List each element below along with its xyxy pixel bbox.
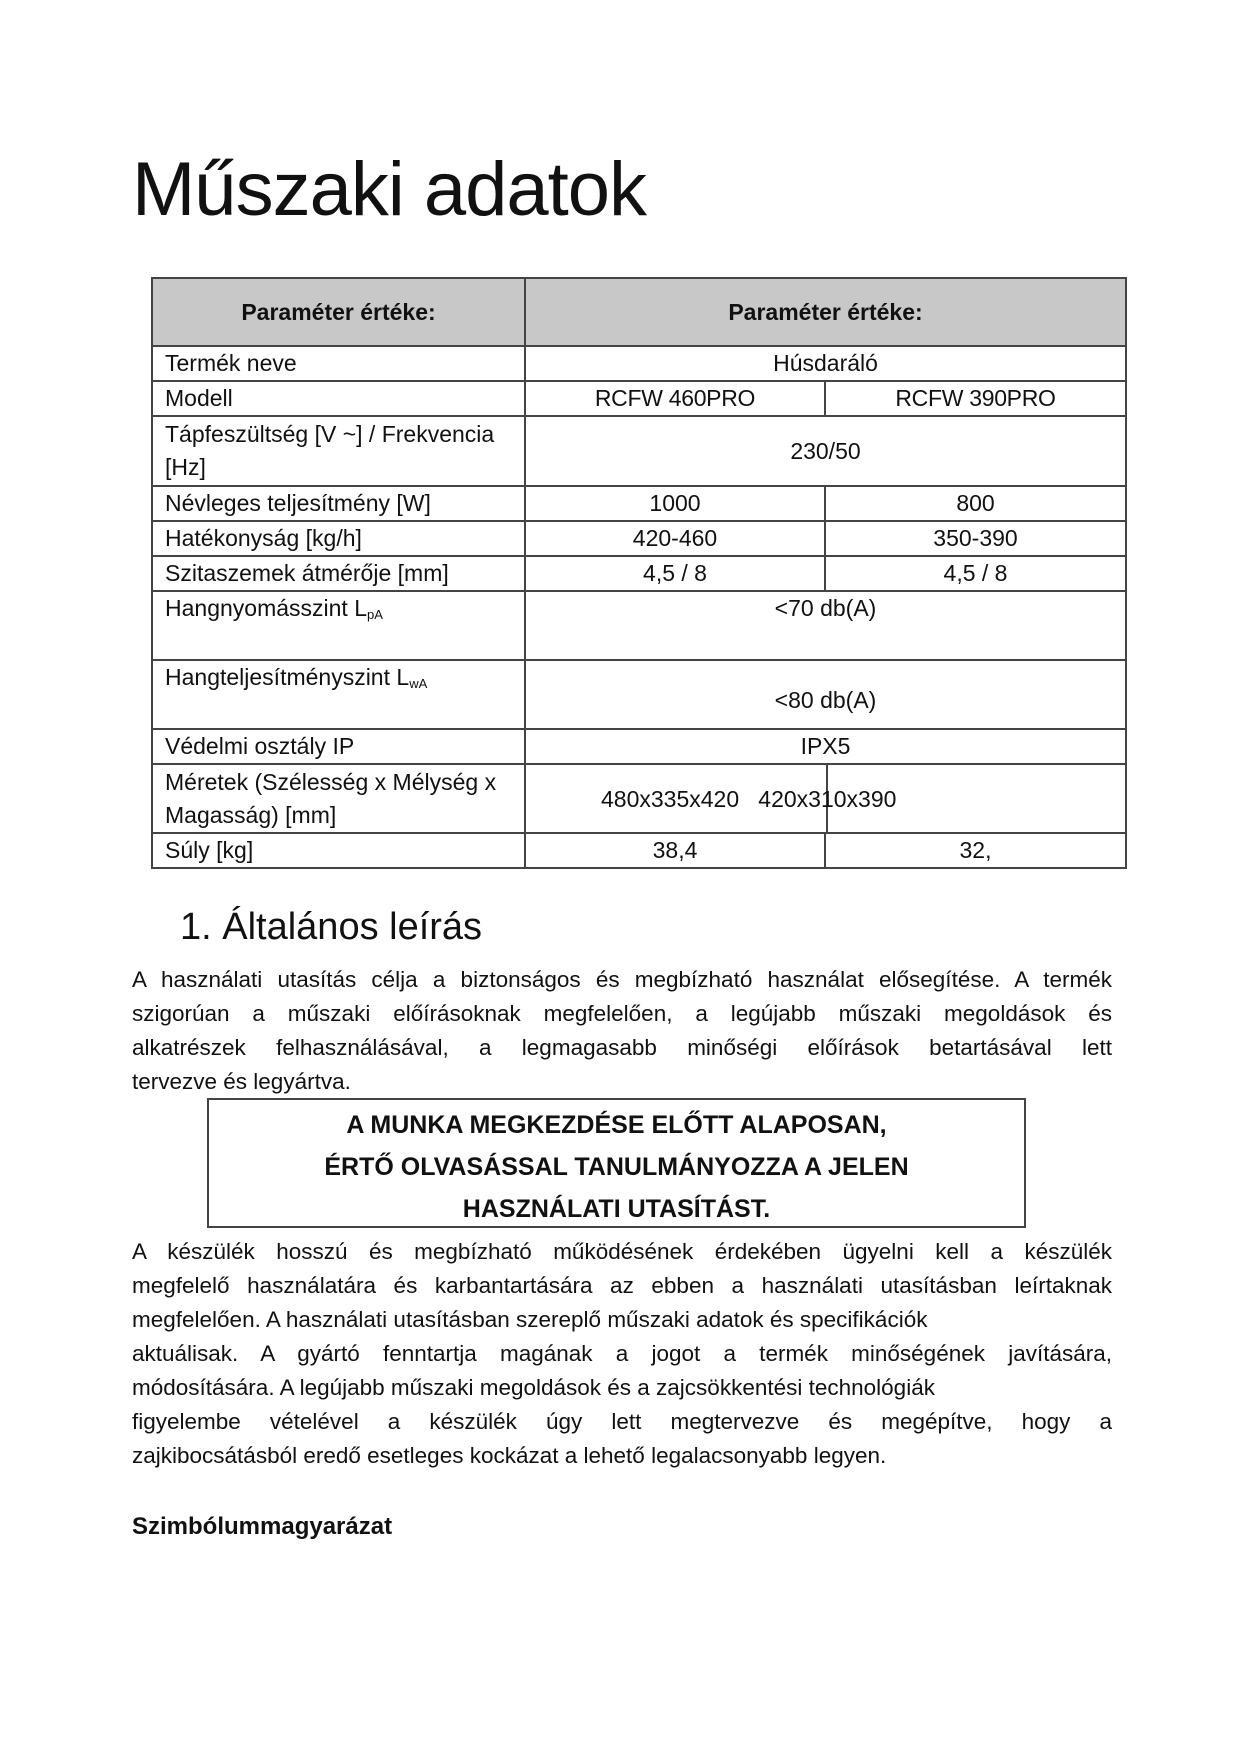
- warning-line: A MUNKA MEGKEZDÉSE ELŐTT ALAPOSAN,: [346, 1111, 887, 1139]
- table-header-row: [152, 278, 1126, 346]
- text-line: figyelembe vételével a készülék úgy lett megtervezve és megépítve, hogy a: [132, 1409, 1112, 1434]
- paragraph-intro: [132, 963, 1112, 1099]
- row-label: Védelmi osztály IP: [152, 729, 525, 764]
- table-row: [152, 660, 1126, 729]
- row-label: Szitaszemek átmérője [mm]: [152, 556, 525, 591]
- row-label: [152, 660, 525, 729]
- row-label: Termék neve: [152, 346, 525, 381]
- row-value: 420-460: [525, 521, 825, 556]
- row-label: [152, 591, 525, 660]
- page-title: Műszaki adatok: [132, 147, 647, 232]
- row-value: 800: [825, 486, 1126, 521]
- label-text: Hangteljesítményszint L: [165, 664, 410, 690]
- row-value: 4,5 / 8: [825, 556, 1126, 591]
- table-row: [152, 416, 1126, 486]
- table-row: [152, 764, 1126, 833]
- table-row: [152, 486, 1126, 521]
- symbols-heading: Szimbólummagyarázat: [132, 1513, 393, 1540]
- row-value: 4,5 / 8: [525, 556, 825, 591]
- header-value: Paraméter értéke:: [525, 278, 1126, 346]
- table-row: [152, 521, 1126, 556]
- table-row: [152, 556, 1126, 591]
- text-line: A használati utasítás célja a biztonságos és megbízható használat elősegítése. A termék: [132, 967, 1112, 992]
- text-line: aktuálisak. A gyártó fenntartja magának a jogot a termék minőségének javítására,: [132, 1341, 1112, 1366]
- row-label: Modell: [152, 381, 525, 416]
- text-line: megfelelően. A használati utasításban szereplő műszaki adatok és specifikációk: [132, 1307, 928, 1332]
- row-value: IPX5: [525, 729, 1126, 764]
- row-value: Húsdaráló: [525, 346, 1126, 381]
- row-value: <80 db(A): [525, 660, 1126, 729]
- row-value: 230/50: [525, 416, 1126, 486]
- row-value: <70 db(A): [525, 591, 1126, 660]
- row-label: Hatékonyság [kg/h]: [152, 521, 525, 556]
- row-label: Tápfeszültség [V ~] / Frekvencia [Hz]: [152, 416, 525, 486]
- table-row: [152, 346, 1126, 381]
- warning-line: HASZNÁLATI UTASÍTÁST.: [462, 1195, 771, 1223]
- warning-box: [207, 1098, 1026, 1228]
- text-line: szigorúan a műszaki előírásoknak megfelelően, a legújabb műszaki megoldások és: [132, 1001, 1112, 1026]
- table-row: [152, 591, 1126, 660]
- row-value: 350-390: [825, 521, 1126, 556]
- paragraph-maintenance: [132, 1235, 1112, 1473]
- text-line: A készülék hosszú és megbízható működésének érdekében ügyelni kell a készülék: [132, 1239, 1112, 1264]
- row-value: RCFW 460PRO: [525, 381, 825, 416]
- row-value-cell: [525, 764, 1126, 833]
- table-row: [152, 729, 1126, 764]
- table-row: [152, 833, 1126, 868]
- text-line: módosítására. A legújabb műszaki megoldások és a zajcsökkentési technológiák: [132, 1375, 935, 1400]
- row-label: Névleges teljesítmény [W]: [152, 486, 525, 521]
- label-subscript: pA: [367, 607, 383, 622]
- text-line: megfelelő használatára és karbantartására az ebben a használati utasításban leírtaknak: [132, 1273, 1112, 1298]
- spec-table: [151, 277, 1127, 869]
- warning-line: ÉRTŐ OLVASÁSSAL TANULMÁNYOZZA A JELEN: [324, 1153, 909, 1181]
- label-subscript: wA: [409, 676, 428, 691]
- row-label: Súly [kg]: [152, 833, 525, 868]
- header-param: Paraméter értéke:: [152, 278, 525, 346]
- row-value: 1000: [525, 486, 825, 521]
- row-value: 480x335x420 420x310x390: [601, 786, 897, 812]
- row-value: 32,: [825, 833, 1126, 868]
- row-label: Méretek (Szélesség x Mélység x Magasság) [mm]: [152, 764, 525, 833]
- row-value: RCFW 390PRO: [825, 381, 1126, 416]
- table-row: [152, 381, 1126, 416]
- label-text: Hangnyomásszint L: [165, 595, 367, 621]
- section-heading: 1. Általános leírás: [180, 906, 483, 948]
- text-line: tervezve és legyártva.: [132, 1069, 351, 1094]
- text-line: alkatrészek felhasználásával, a legmagasabb minőségi előírások betartásával lett: [132, 1035, 1112, 1060]
- text-line: zajkibocsátásból eredő esetleges kockázat a lehető legalacsonyabb legyen.: [132, 1443, 887, 1468]
- row-value: 38,4: [525, 833, 825, 868]
